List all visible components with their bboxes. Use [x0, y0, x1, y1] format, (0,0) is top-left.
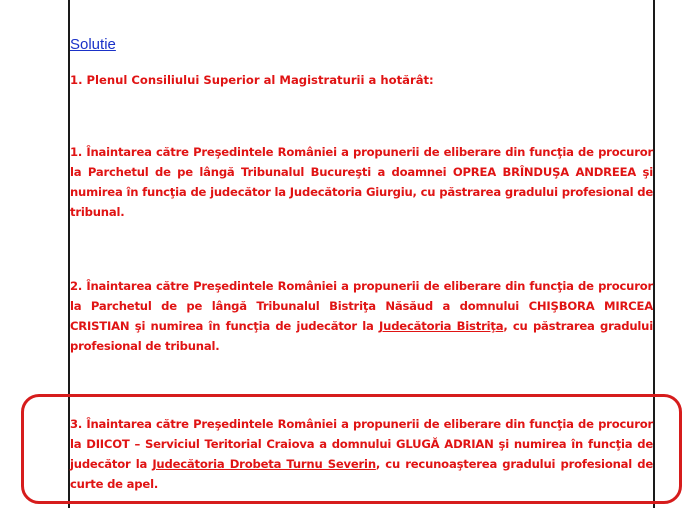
resolution-item-2 [70, 276, 653, 356]
highlight-annotation-box [21, 394, 682, 504]
resolution-heading: 1. Plenul Consiliului Superior al Magistraturii a hotărât: [70, 73, 434, 87]
item-3-text-after: , cu recunoaşterea gradului profesional de curte de apel. [70, 457, 654, 491]
resolution-item-1: 1. Înaintarea către Preşedintele României a propunerii de eliberare din funcţia de procuror la Parchetul de pe lângă Tribunalul Bucureşti a doamnei OPREA BRÎNDUŞA ANDREEA şi numirea în funcţia de judecător la Judecătoria Giurgiu, cu păstrarea gradului profesional de tribunal. [70, 145, 653, 219]
court-link-bistrita[interactable]: Judecătoria Bistriţa [379, 319, 504, 333]
item-2-text-before: 2. Înaintarea către Preşedintele României a propunerii de eliberare din funcţia de procuror la Parchetul de pe lângă Tribunalul Bistriţa Năsăud a domnului CHIŞBORA MIRCEA CRISTIAN şi numirea în funcţia de judecător la [70, 279, 653, 333]
court-link-drobeta[interactable]: Judecătoria Drobeta Turnu Severin [152, 457, 376, 471]
solutie-link[interactable]: Solutie [70, 36, 116, 53]
item-2-text-after: , cu păstrarea gradului profesional de tribunal. [70, 319, 654, 353]
item-3-text-before: 3. Înaintarea către Preşedintele României a propunerii de eliberare din funcţia de procuror la DIICOT – Serviciul Teritorial Craiova a domnului GLUGĂ ADRIAN şi numirea în funcţia de judecător la [70, 417, 653, 471]
